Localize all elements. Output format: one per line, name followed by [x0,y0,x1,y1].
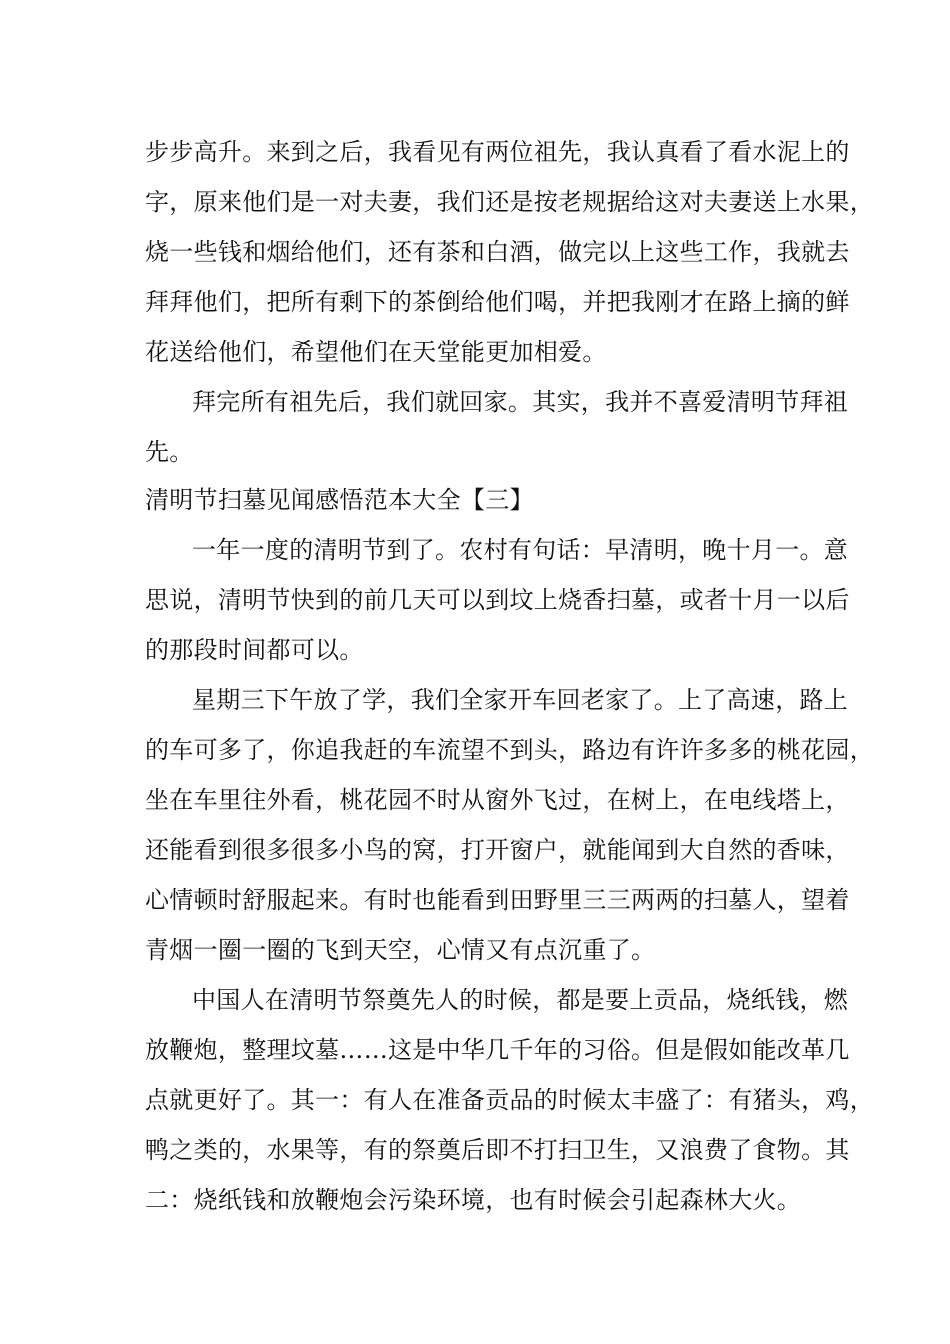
text-line: 青烟一圈一圈的飞到天空，心情又有点沉重了。 [145,936,656,964]
text-line: 中国人在清明节祭奠先人的时候，都是要上贡品，烧纸钱，燃 [192,986,849,1014]
text-line: 星期三下午放了学，我们全家开车回老家了。上了高速，路上 [192,686,849,714]
text-line: 的车可多了，你追我赶的车流望不到头，路边有许许多多的桃花园， [145,736,874,764]
text-line: 还能看到很多很多小鸟的窝，打开窗户，就能闻到大自然的香味， [145,836,850,864]
text-line: 坐在车里往外看，桃花园不时从窗外飞过，在树上，在电线塔上， [145,786,850,814]
text-line: 字，原来他们是一对夫妻，我们还是按老规据给这对夫妻送上水果， [145,188,874,216]
text-line: 心情顿时舒服起来。有时也能看到田野里三三两两的扫墓人，望着 [145,886,850,914]
text-line: 二：烧纸钱和放鞭炮会污染环境，也有时候会引起森林大火。 [145,1186,802,1214]
text-line: 点就更好了。其一：有人在准备贡品的时候太丰盛了：有猪头，鸡， [145,1086,874,1114]
text-line: 先。 [145,438,194,466]
text-line: 拜拜他们，把所有剩下的茶倒给他们喝，并把我刚才在路上摘的鲜 [145,288,850,316]
section-heading: 清明节扫墓见闻感悟范本大全【三】 [145,486,534,514]
text-line: 步步高升。来到之后，我看见有两位祖先，我认真看了看水泥上的 [145,138,850,166]
text-line: 放鞭炮，整理坟墓……这是中华几千年的习俗。但是假如能改革几 [145,1036,850,1064]
text-line: 花送给他们，希望他们在天堂能更加相爱。 [145,338,607,366]
text-line: 一年一度的清明节到了。农村有句话：早清明，晚十月一。意 [192,536,849,564]
text-line: 烧一些钱和烟给他们，还有茶和白酒，做完以上这些工作，我就去 [145,238,850,266]
text-line: 鸭之类的，水果等，有的祭奠后即不打扫卫生，又浪费了食物。其 [145,1136,850,1164]
text-line: 思说，清明节快到的前几天可以到坟上烧香扫墓，或者十月一以后 [145,586,850,614]
text-line: 的那段时间都可以。 [145,636,364,664]
text-line: 拜完所有祖先后，我们就回家。其实，我并不喜爱清明节拜祖 [192,388,849,416]
